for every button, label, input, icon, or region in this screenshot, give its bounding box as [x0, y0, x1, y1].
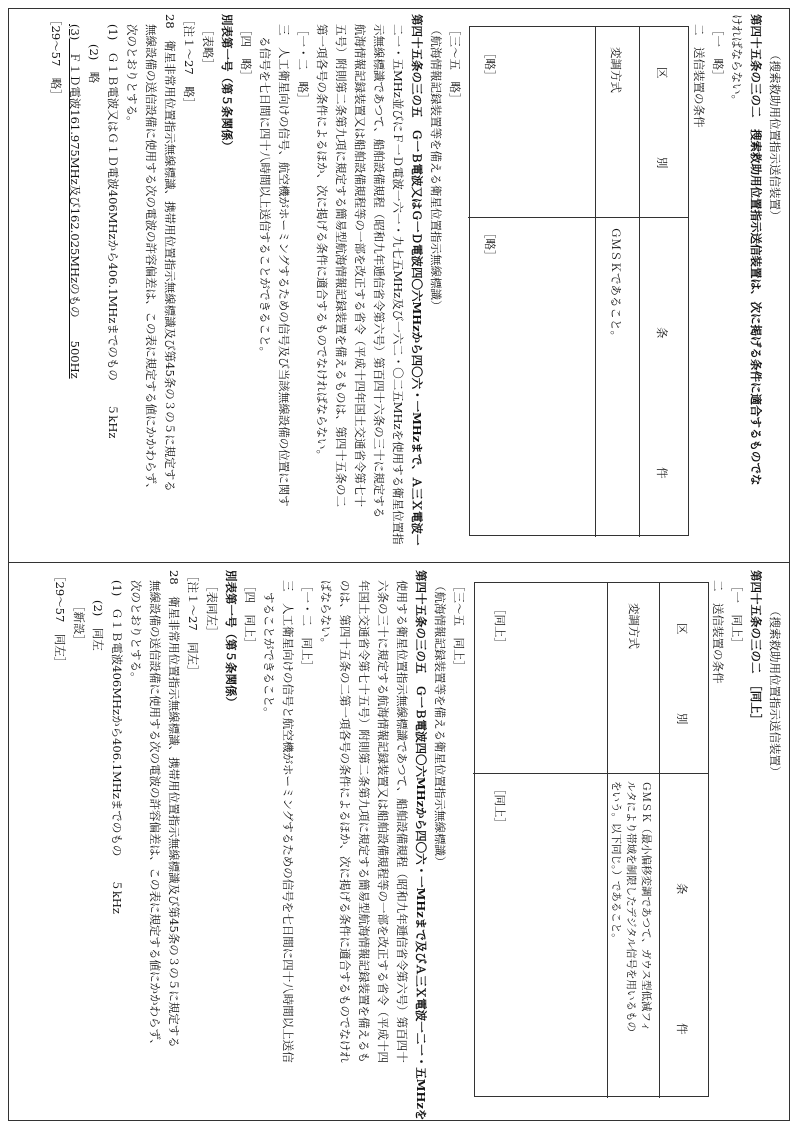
text-line: 28 衛星非常用位置指示無線標識、携帯用位置指示無線標識及び第45条の３の５に規定する	[167, 570, 181, 1048]
text-line: 第四十五条の三の二 ［同上］	[749, 570, 763, 726]
table-header-joken-2: 件	[655, 467, 669, 479]
text-line: （搜索救助用位置指示送信装置）	[768, 49, 782, 222]
bottom-panel	[14, 570, 784, 1121]
text-line: ［一・二 略］	[296, 24, 310, 105]
text-line: ［29～57 同左］	[53, 570, 67, 669]
text-line: ［29～57 略］	[49, 14, 63, 101]
text-line: 無線設備の送信設備に使用する次の電波の許容偏差は、この表に規定する値にかかわらず、	[148, 580, 162, 1051]
text-line: 第四十五条の三の五 Ｇ一Ｂ電波四〇六MHzから四〇六・一MHzまで及びＡ三Ｘ電波一二一・五MHzを	[414, 570, 428, 1121]
table-row-omitted-2: ［略］	[483, 227, 497, 262]
text-line: 次のとおりとする。	[129, 580, 143, 684]
panel-divider	[8, 562, 790, 563]
table-header-kubetsu-2: 別	[675, 713, 689, 725]
text-line: ［一 同上］	[730, 580, 744, 649]
text-line: ［一 略］	[711, 24, 725, 82]
text-line: ければならない。	[730, 14, 744, 106]
text-line: 三 人工衛星向けの信号と航空機がホーミングするための信号を七日間に四十八時間以上送信	[281, 580, 295, 1063]
text-line: 第一項各号の条件によるほか、次に掲げる条件に適合するものでなければならない。	[315, 24, 329, 461]
text-line: (1) Ｇ１Ｂ電波406MHzから406.1MHzまでのもの ５kHz	[110, 580, 124, 914]
table-header-joken-1: 条	[675, 883, 689, 895]
text-line: 二 送信装置の条件	[711, 580, 725, 684]
table-row-omitted-1: ［略］	[483, 47, 497, 82]
table-modulation-value: ＧＭＳＫであること。	[609, 227, 623, 342]
bottom-table	[474, 582, 709, 1097]
text-line: ［三～五 同上］	[452, 580, 466, 672]
text-line: る信号を七日間に四十八時間以上送信することができること。	[258, 36, 272, 358]
text-line: 年国土交通省令第七十五号）附則第二条第九項に規定する簡易型航海情報記録装置を備えるも	[357, 580, 371, 1063]
text-line: （航海情報記録装置等を備える衛星位置指示無線標識）	[433, 580, 447, 868]
text-line: 三 人工衛星向けの信号、航空機がホーミングするための信号及び当該無線設備の位置に関す	[277, 24, 291, 507]
table-row-same-2: ［同上］	[493, 783, 507, 829]
text-line: 第四十五条の三の二 搜索救助用位置指示送信装置は、次に掲げる条件に適合するものでな	[749, 14, 763, 486]
text-line: 次のとおりとする。	[125, 24, 139, 128]
table-modulation-label: 変調方式	[627, 603, 641, 649]
text-line: 五号）附則第二条第九項に規定する簡易型航海情報記録装置を備えるものは、第四十五条の二	[334, 24, 348, 507]
table-header-kubetsu-1: 区	[675, 623, 689, 635]
text-line: ［四 略］	[239, 24, 253, 82]
text-line: 第四十五条の三の五 Ｇ一Ｂ電波又はＧ一Ｄ電波四〇六MHzから四〇六・一MHzまで、Ａ三Ｘ電波一	[410, 14, 424, 546]
table-modulation-value-1: ＧＭＳＫ（最小偏移変調であつて、ガウス型低減フィ	[640, 781, 652, 1032]
text-line: ［注１～27 同左］	[186, 570, 200, 677]
table-header-joken-2: 件	[675, 1023, 689, 1035]
text-line: 航海情報記録装置又は船舶設備規程等の一部を改正する省令（平成十四年国土交通省令第七十	[353, 24, 367, 507]
text-line: ［一・二 同上］	[300, 580, 314, 672]
text-line: ［四 同上］	[243, 580, 257, 649]
table-header-kubetsu-2: 別	[655, 157, 669, 169]
text-line: ばならない。	[319, 580, 333, 649]
top-table	[469, 26, 689, 536]
text-line: （航海情報記録装置等を備える衛星位置指示無線標識）	[429, 24, 443, 312]
text-line: (1) Ｇ１Ｂ電波又はＧ１Ｄ電波406MHzから406.1MHzまでのもの ５kHz	[106, 24, 120, 439]
text-line: 28 衛星非常用位置指示無線標識、携帯用位置指示無線標識及び第45条の３の５に規定する	[163, 14, 177, 492]
text-line: (3) Ｆ１Ｄ電波161.975MHz及び162.025MHzのもの 500Hz	[68, 24, 82, 379]
text-line: ［新設］	[72, 600, 86, 646]
text-line: （搜索救助用位置指示送信装置）	[768, 605, 782, 778]
text-line: ［表略］	[201, 24, 215, 70]
text-line: 別表第一号（第５条関係）	[220, 14, 234, 152]
text-line: のは、第四十五条の二第一項各号の条件によるほか、次に掲げる条件に適合するものでなけれ	[338, 580, 352, 1063]
table-modulation-value-2: ルタにより帯域を制限したデジタル信号を用いるもの	[625, 781, 637, 1032]
text-line: 二一・五MHz並びにＦ一Ｄ電波一六一・九七五MHz及び一六二・〇二五MHzを使用する衛星位置指	[391, 24, 405, 545]
text-line: 別表第一号（第５条関係）	[224, 570, 238, 708]
text-line: することができること。	[262, 592, 276, 719]
text-line: 二 送信装置の条件	[692, 24, 706, 128]
text-line: ［注１～27 略］	[182, 14, 196, 110]
table-modulation-label: 変調方式	[609, 47, 623, 93]
text-line: 六条の三十に規定する航海情報記録装置又は船舶設備規程等の一部を改正する省令（平成十四	[376, 580, 390, 1063]
text-line: ［表同左］	[205, 580, 219, 638]
text-line: 使用する衛星位置指示無線標識であつて、船舶設備規程（昭和九年逓信省令第六号）第百四十	[395, 580, 409, 1063]
text-line: 示無線標識であつて、船舶設備規程（昭和九年逓信省令第六号）第百四十六条の三十に規定する	[372, 24, 386, 519]
text-line: (2) 同左	[91, 600, 105, 651]
text-line: 無線設備の送信設備に使用する次の電波の許容偏差は、この表に規定する値にかかわらず、	[144, 24, 158, 495]
table-row-same-1: ［同上］	[493, 603, 507, 649]
top-panel	[14, 14, 784, 554]
text-line: (2) 略	[87, 44, 101, 84]
table-header-kubetsu-1: 区	[655, 67, 669, 79]
text-line: ［三～五 略］	[448, 24, 462, 105]
table-modulation-value-3: をいう。以下同じ。）であること。	[610, 781, 622, 944]
table-header-joken-1: 条	[655, 327, 669, 339]
